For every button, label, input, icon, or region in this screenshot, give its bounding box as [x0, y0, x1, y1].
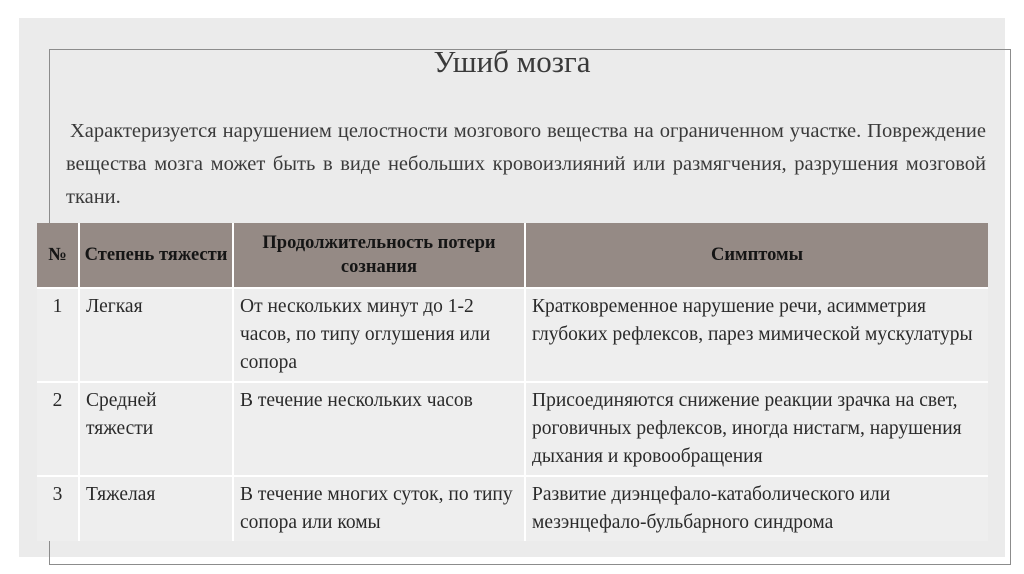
cell-num: 2 [37, 382, 79, 476]
table-row [37, 476, 988, 541]
cell-degree: Легкая [79, 288, 233, 382]
cell-degree: Средней тяжести [79, 382, 233, 476]
cell-degree: Тяжелая [79, 476, 233, 541]
table-row [37, 382, 988, 476]
table-row [37, 288, 988, 382]
cell-symptoms: Присоединяются снижение реакции зрачка на свет, роговичных рефлексов, иногда нистагм, нарушения дыхания и кровообращения [525, 382, 988, 476]
table-header-row [37, 223, 988, 288]
header-symptoms: Симптомы [525, 223, 988, 288]
header-duration: Продолжительность потери сознания [233, 223, 525, 288]
contusion-table [37, 223, 988, 541]
cell-num: 1 [37, 288, 79, 382]
cell-duration: В течение нескольких часов [233, 382, 525, 476]
cell-num: 3 [37, 476, 79, 541]
cell-symptoms: Кратковременное нарушение речи, асимметрия глубоких рефлексов, парез мимической мускулатуры [525, 288, 988, 382]
header-num: № [37, 223, 79, 288]
header-degree: Степень тяжести [79, 223, 233, 288]
slide-title: Ушиб мозга [433, 44, 591, 79]
cell-symptoms: Развитие диэнцефало-катаболического или мезэнцефало-бульбарного синдрома [525, 476, 988, 541]
cell-duration: От нескольких минут до 1-2 часов, по типу оглушения или сопора [233, 288, 525, 382]
intro-paragraph: Характеризуется нарушением целостности мозгового вещества на ограниченном участке. Повреждение вещества мозга может быть в виде небольших кровоизлияний или размягчения, разрушения мозговой ткани. [66, 120, 986, 208]
cell-duration: В течение многих суток, по типу сопора или комы [233, 476, 525, 541]
